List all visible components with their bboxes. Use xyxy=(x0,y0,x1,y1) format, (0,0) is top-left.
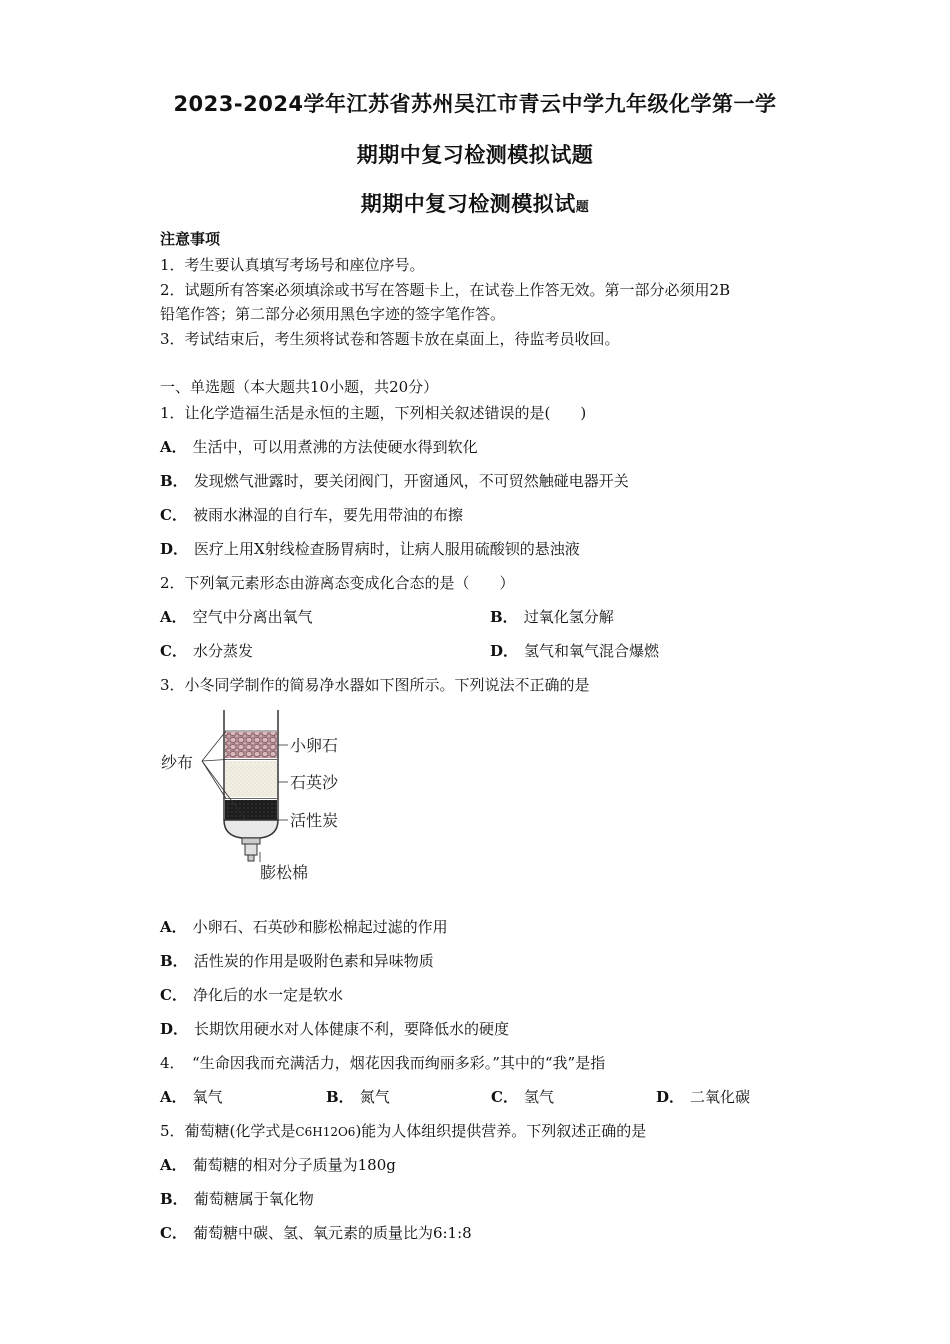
option-label: A． xyxy=(160,438,187,456)
option-label: A． xyxy=(160,1156,187,1174)
notice-item: 1．考生要认真填写考场号和座位序号。 xyxy=(160,256,425,274)
option-label: B． xyxy=(160,472,188,490)
figure-label-quartz-sand: 石英沙 xyxy=(290,773,339,792)
option-label: D． xyxy=(656,1088,685,1106)
option-label: D． xyxy=(160,1020,189,1038)
q4-option-a xyxy=(160,1086,223,1107)
option-label: C． xyxy=(160,986,187,1004)
exam-title-line1: 2023-2024学年江苏省苏州吴江市青云中学九年级化学第一学 xyxy=(173,92,777,116)
option-text: 氢气和氧气混合爆燃 xyxy=(524,642,660,660)
option-text: 医疗上用X射线检查肠胃病时，让病人服用硫酸钡的悬浊液 xyxy=(194,540,580,558)
option-label: D． xyxy=(160,540,189,558)
q5-option-a xyxy=(160,1154,396,1175)
option-text: 空气中分离出氧气 xyxy=(192,608,313,626)
pebble-layer xyxy=(225,732,277,758)
notice-item: 2．试题所有答案必须填涂或书写在答题卡上，在试卷上作答无效。第一部分必须用2B xyxy=(160,281,731,299)
option-text: 葡萄糖中碳、氢、氧元素的质量比为6:1:8 xyxy=(192,1224,472,1242)
q4-option-b xyxy=(326,1086,390,1107)
exam-title-line2: 期期中复习检测模拟试题 xyxy=(356,143,594,167)
figure-label-activated-carbon: 活性炭 xyxy=(290,811,339,830)
q5-option-b xyxy=(160,1188,314,1209)
option-text: 水分蒸发 xyxy=(192,642,253,660)
q3-option-b xyxy=(160,950,434,971)
option-label: A． xyxy=(160,608,187,626)
q2-option-a xyxy=(160,606,313,627)
figure-label-cotton: 膨松棉 xyxy=(260,863,309,882)
option-text: 过氧化氢分解 xyxy=(523,608,614,626)
option-text: 活性炭的作用是吸附色素和异味物质 xyxy=(193,952,434,970)
notice-item: 铅笔作答；第二部分必须用黑色字迹的签字笔作答。 xyxy=(160,305,506,323)
option-text: 净化后的水一定是软水 xyxy=(192,986,343,1004)
question-stem-3: 3．小冬同学制作的简易净水器如下图所示。下列说法不正确的是 xyxy=(160,676,590,694)
question-stem-1: 1．让化学造福生活是永恒的主题，下列相关叙述错误的是( ) xyxy=(160,404,587,422)
glucose-formula: C6H12O6 xyxy=(295,1125,356,1139)
option-text: 氮气 xyxy=(359,1088,390,1106)
option-text: 被雨水淋湿的自行车，要先用带油的布擦 xyxy=(192,506,463,524)
notice-heading: 注意事项 xyxy=(160,230,221,248)
option-text: 氧气 xyxy=(192,1088,223,1106)
option-label: A． xyxy=(160,1088,187,1106)
q2-option-c xyxy=(160,640,253,661)
water-purifier-figure xyxy=(158,702,358,888)
option-label: B． xyxy=(326,1088,354,1106)
option-text: 长期饮用硬水对人体健康不利，要降低水的硬度 xyxy=(194,1020,510,1038)
option-label: C． xyxy=(160,642,187,660)
funnel-bottom xyxy=(224,820,278,838)
nozzle-tip xyxy=(248,855,254,861)
q4-option-d xyxy=(656,1086,750,1107)
option-text: 发现燃气泄露时，要关闭阀门，开窗通风，不可贸然触碰电器开关 xyxy=(193,472,629,490)
gauze-leader xyxy=(202,761,226,799)
exam-title-line3-small: 题 xyxy=(575,200,590,215)
q3-option-d xyxy=(160,1018,509,1039)
option-label: B． xyxy=(160,1190,188,1208)
q5-option-c xyxy=(160,1222,472,1243)
option-label: C． xyxy=(160,506,187,524)
q1-option-a xyxy=(160,436,478,457)
section-heading: 一、单选题（本大题共10小题，共20分） xyxy=(160,378,439,396)
exam-title-line3 xyxy=(0,188,950,218)
activated-carbon-layer xyxy=(225,800,277,820)
q1-option-c xyxy=(160,504,463,525)
q3-option-a xyxy=(160,916,448,937)
notice-item: 3．考试结束后，考生须将试卷和答题卡放在桌面上，待监考员收回。 xyxy=(160,330,620,348)
q2-option-b xyxy=(490,606,614,627)
nozzle-body xyxy=(245,844,257,855)
q1-option-d xyxy=(160,538,580,559)
q1-option-b xyxy=(160,470,629,491)
stem-suffix: )能为人体组织提供营养。下列叙述正确的是 xyxy=(355,1122,647,1140)
q4-option-c xyxy=(491,1086,554,1107)
option-label: C． xyxy=(160,1224,187,1242)
option-text: 葡萄糖的相对分子质量为180g xyxy=(192,1156,396,1174)
option-label: D． xyxy=(490,642,519,660)
quartz-sand-layer xyxy=(225,761,277,797)
question-stem-4: 4． “生命因我而充满活力，烟花因我而绚丽多彩。”其中的“我”是指 xyxy=(160,1054,606,1072)
option-text: 葡萄糖属于氧化物 xyxy=(193,1190,314,1208)
gauze-leader xyxy=(202,760,226,762)
option-text: 二氧化碳 xyxy=(690,1088,751,1106)
question-stem-5 xyxy=(160,1120,646,1141)
stem-prefix: 5．葡萄糖(化学式是 xyxy=(160,1122,296,1140)
gauze-leader xyxy=(202,731,226,761)
question-stem-2: 2．下列氧元素形态由游离态变成化合态的是（ ） xyxy=(160,574,515,592)
option-text: 生活中，可以用煮沸的方法使硬水得到软化 xyxy=(192,438,478,456)
option-text: 氢气 xyxy=(523,1088,554,1106)
figure-label-gauze: 纱布 xyxy=(161,753,194,772)
figure-label-pebbles: 小卵石 xyxy=(290,736,339,755)
exam-title-line3-main: 期期中复习检测模拟试 xyxy=(360,192,576,216)
q3-option-c xyxy=(160,984,343,1005)
q2-option-d xyxy=(490,640,659,661)
option-label: B． xyxy=(160,952,188,970)
option-label: C． xyxy=(491,1088,518,1106)
nozzle-cap xyxy=(242,838,260,844)
option-text: 小卵石、石英砂和膨松棉起过滤的作用 xyxy=(192,918,448,936)
option-label: B． xyxy=(490,608,518,626)
option-label: A． xyxy=(160,918,187,936)
